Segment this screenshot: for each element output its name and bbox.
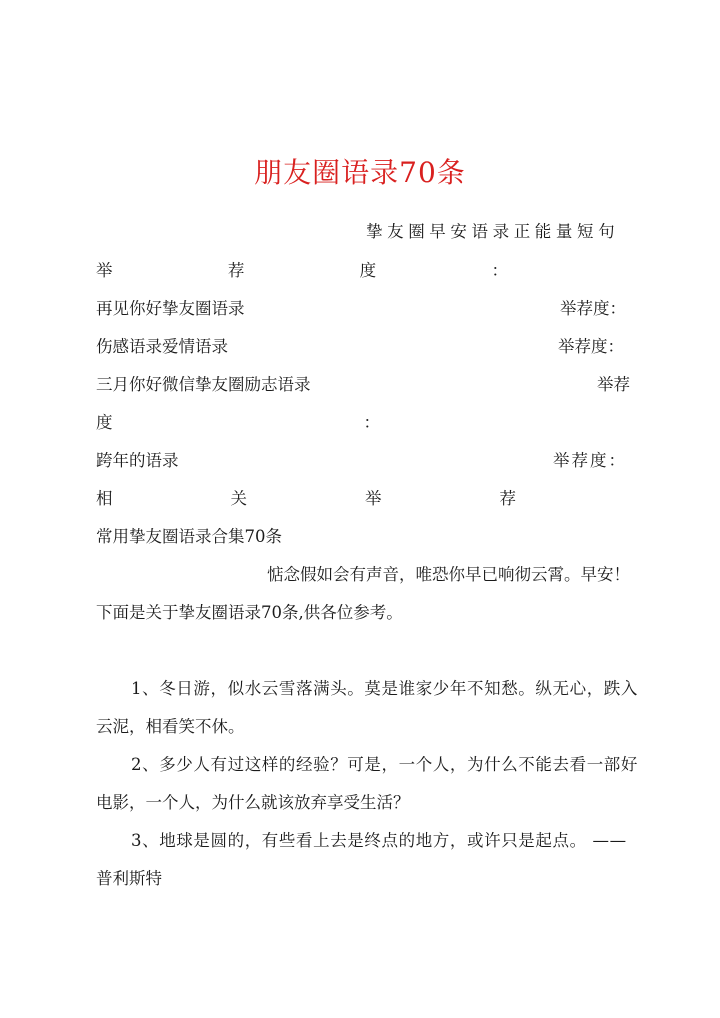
rating-row-march bbox=[96, 411, 380, 435]
link-collection[interactable]: 常用挚友圈语录合集70条 bbox=[96, 527, 282, 546]
quote-item-1-line1: 1、冬日游，似水云雪落满头。莫是谁家少年不知愁。纵无心，跌入 bbox=[131, 679, 638, 698]
related-char: 相 bbox=[96, 489, 113, 508]
quote-item-1-line2: 云泥，相看笑不休。 bbox=[96, 717, 245, 736]
link-march-quotes[interactable]: 三月你好微信挚友圈励志语录 bbox=[96, 375, 311, 394]
quote-item-3-line2: 普利斯特 bbox=[96, 869, 162, 888]
link-morning-quotes[interactable]: 挚友圈早安语录正能量短句 bbox=[366, 222, 620, 241]
related-char: 举 bbox=[365, 489, 382, 508]
rating-char: 度 bbox=[96, 413, 113, 432]
quote-item-2-line2: 电影，一个人，为什么就该放弃享受生活？ bbox=[96, 793, 410, 812]
related-char: 荐 bbox=[499, 489, 516, 508]
link-sad-love-quotes[interactable]: 伤感语录爱情语录 bbox=[96, 337, 228, 356]
quote-item-2-line1: 2、多少人有过这样的经验？可是，一个人，为什么不能去看一部好 bbox=[131, 755, 638, 774]
related-char: 关 bbox=[230, 489, 247, 508]
rating-label: 举荐 bbox=[597, 375, 630, 394]
quote-item-3-line1: 3、地球是圆的，有些看上去是终点的地方，或许只是起点。 —— bbox=[131, 831, 627, 850]
rating-char: ： bbox=[491, 261, 508, 280]
rating-char: ： bbox=[363, 413, 380, 432]
rating-char: 荐 bbox=[227, 261, 245, 280]
greeting-text: 惦念假如会有声音，唯恐你早已响彻云霄。早安！ bbox=[267, 565, 630, 584]
link-goodbye-quotes[interactable]: 再见你好挚友圈语录 bbox=[96, 299, 245, 318]
rating-char: 度 bbox=[359, 261, 377, 280]
link-newyear-quotes[interactable]: 跨年的语录 bbox=[96, 451, 179, 470]
intro-text: 下面是关于挚友圈语录70条,供各位参考。 bbox=[96, 603, 403, 622]
rating-row-morning bbox=[96, 259, 508, 283]
rating-label: 举荐度： bbox=[558, 337, 624, 356]
rating-label: 举荐度： bbox=[553, 451, 627, 470]
page-title: 朋友圈语录70条 bbox=[254, 156, 466, 189]
rating-label: 举荐度： bbox=[560, 299, 626, 318]
related-heading bbox=[96, 487, 516, 511]
rating-char: 举 bbox=[96, 261, 113, 280]
